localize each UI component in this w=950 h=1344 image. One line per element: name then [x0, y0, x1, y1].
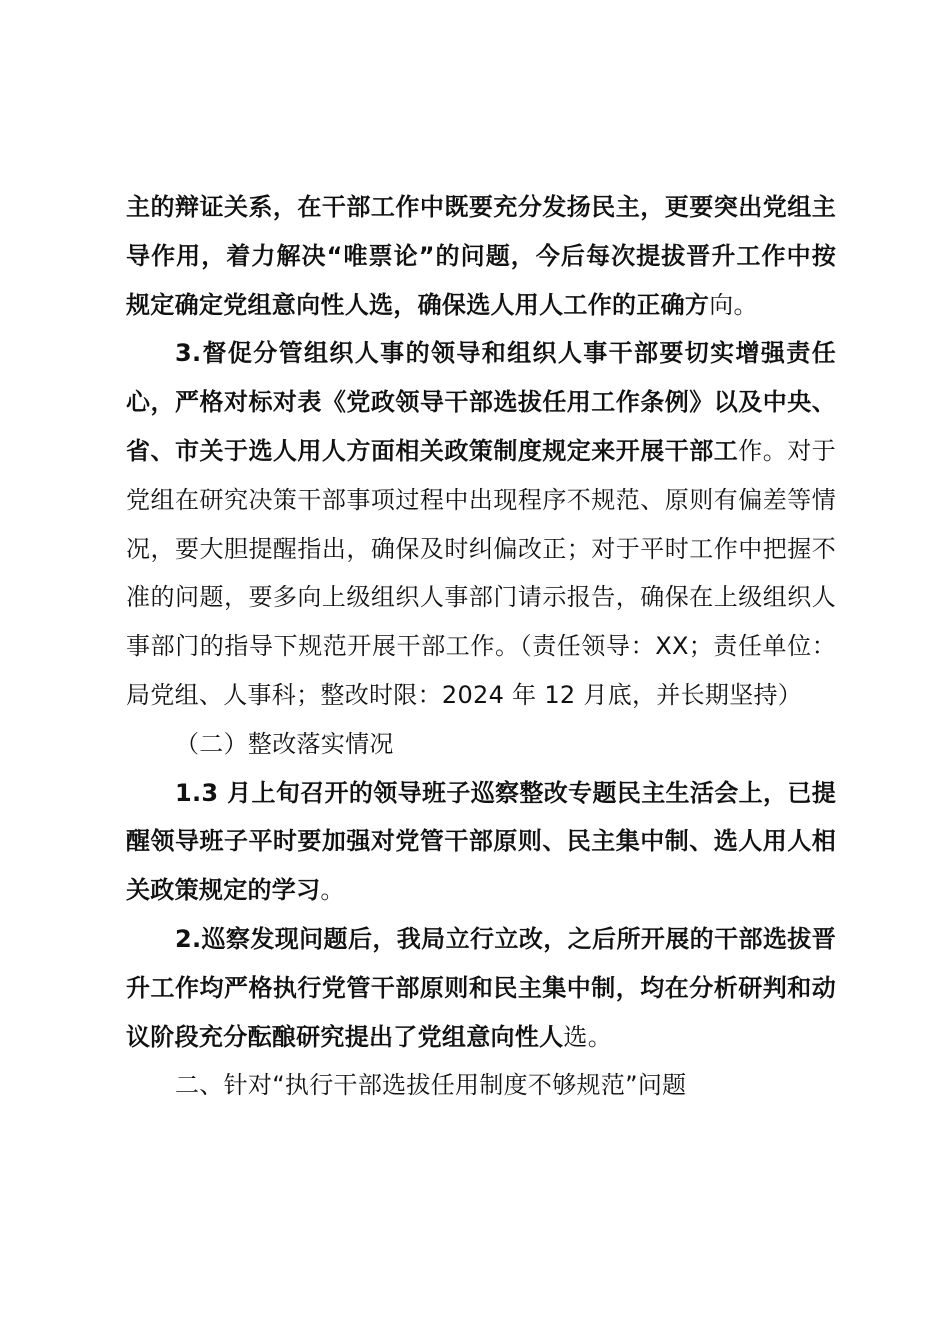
paragraph-item-3	[126, 329, 836, 719]
paragraph-normal-text: 选。	[563, 1022, 613, 1051]
section-heading	[126, 1061, 836, 1110]
paragraph-normal-text: （二）整改落实情况	[175, 729, 394, 758]
paragraph-bold-text: 3.督促分管组织人事的领导和组织人事干部要切实增强责任心，严格对标对表《党政领导干部选拔任用工作条例》以及中央、省、市关于选人用人方面相关政策制度规定来开展干部工	[126, 339, 836, 465]
paragraph-continuation	[126, 183, 836, 329]
paragraph-bold-text: 2.巡察发现问题后，我局立行立改，之后所开展的干部选拔晋升工作均严格执行党管干部原则和民主集中制，均在分析研判和动议阶段充分酝酿研究提出了党组意向性人	[126, 924, 836, 1051]
paragraph-normal-text: 向。	[709, 290, 758, 319]
paragraph-normal-text: 。	[320, 876, 345, 905]
paragraph-item-2	[126, 915, 836, 1061]
paragraph-normal-text: 作。对于党组在研究决策干部事项过程中出现程序不规范、原则有偏差等情况，要大胆提醒指出，确保及时纠偏改正；对于平时工作中把握不准的问题，要多向上级组织人事部门请示报告，确保在上级组织人事部门的指导下规范开展干部工作。（责任领导：XX；责任单位：局党组、人事科；整改时限：2024 年 12 月底，并长期坚持）	[126, 436, 837, 709]
paragraph-normal-text: 二、针对“执行干部选拔任用制度不够规范”问题	[175, 1071, 687, 1100]
paragraph-item-1	[126, 769, 836, 915]
paragraph-bold-text: 主的辩证关系，在干部工作中既要充分发扬民主，更要突出党组主导作用，着力解决“唯票论”的问题，今后每次提拔晋升工作中按规定确定党组意向性人选，确保选人用人工作的正确方	[126, 193, 836, 319]
section-subheading	[126, 720, 836, 769]
document-body	[126, 183, 836, 1110]
paragraph-bold-text: 1.3 月上旬召开的领导班子巡察整改专题民主生活会上，已提醒领导班子平时要加强对党管干部原则、民主集中制、选人用人相关政策规定的学习	[126, 778, 836, 905]
